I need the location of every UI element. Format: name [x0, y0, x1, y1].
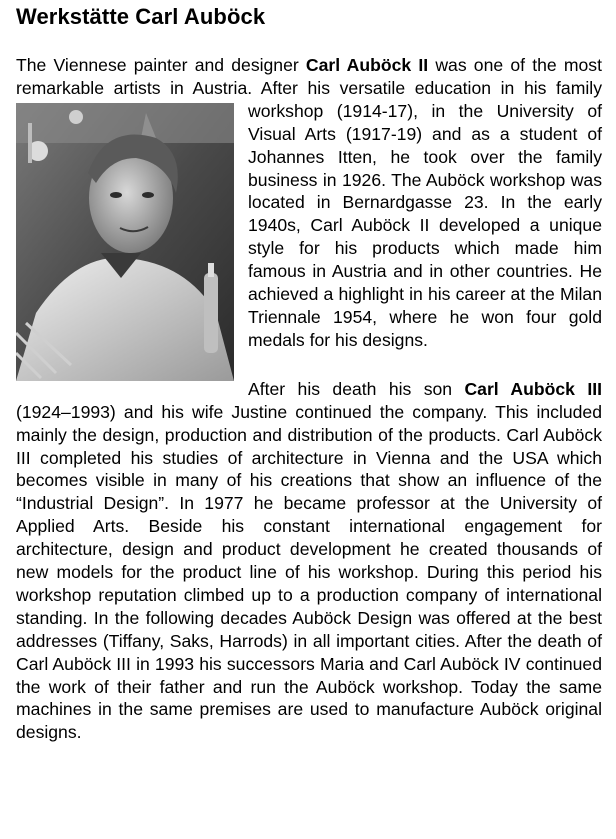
para1-text-start: was one of the most remarkable artists in Austria. After his versatile [16, 55, 602, 98]
para1-text-rest: education in his family workshop (1914-17), in the University of Visual Arts (1917-19) and as a student of Johannes Itten, he took over the family business in 1926. The Auböck workshop was located in Bernardgasse 23. In the early 1940s, Carl Auböck II developed a unique style for his products which made him famous in Austria and in other countries. He achieved a highlight in his career at the Milan Triennale 1954, where he won four gold medals for his designs. [248, 77, 602, 350]
paragraph-carl-auboeck-iii [16, 378, 602, 745]
page-title: Werkstätte Carl Auböck [16, 4, 266, 29]
para2-intro: After his death his son [248, 378, 465, 399]
para1-intro: The Viennese painter and designer [16, 55, 306, 75]
paragraph-carl-auboeck-ii [16, 54, 602, 352]
portrait-image [16, 103, 234, 381]
name-carl-auboeck-ii: Carl Auböck II [305, 55, 429, 75]
portrait-photo [16, 103, 234, 381]
name-carl-auboeck-iii: Carl Auböck III [464, 378, 602, 399]
para2-text: (1924–1993) and his wife Justine continued the company. This included mainly the design, production and distribution of the products. Carl Auböck III completed his studies of architecture in Vienna and the USA which becomes visible in many of his creations that show an influence of the “Industrial Design”. In 1977 he became professor at the University of Applied Arts. Beside his constant international engagement for architecture, design and product development he created thousands of new models for the product line of his workshop. During this period his workshop reputation climbed up to a production company of international standing. In the following decades Auböck Design was offered at the best addresses (Tiffany, Saks, Harrods) in all important cities. After the death of Carl Auböck III in 1993 his successors Maria and Carl Auböck IV continued the work of their father and run the Auböck workshop. Today the same machines in the same premises are used to manufacture Auböck original designs. [16, 401, 602, 743]
article-body [16, 54, 602, 744]
